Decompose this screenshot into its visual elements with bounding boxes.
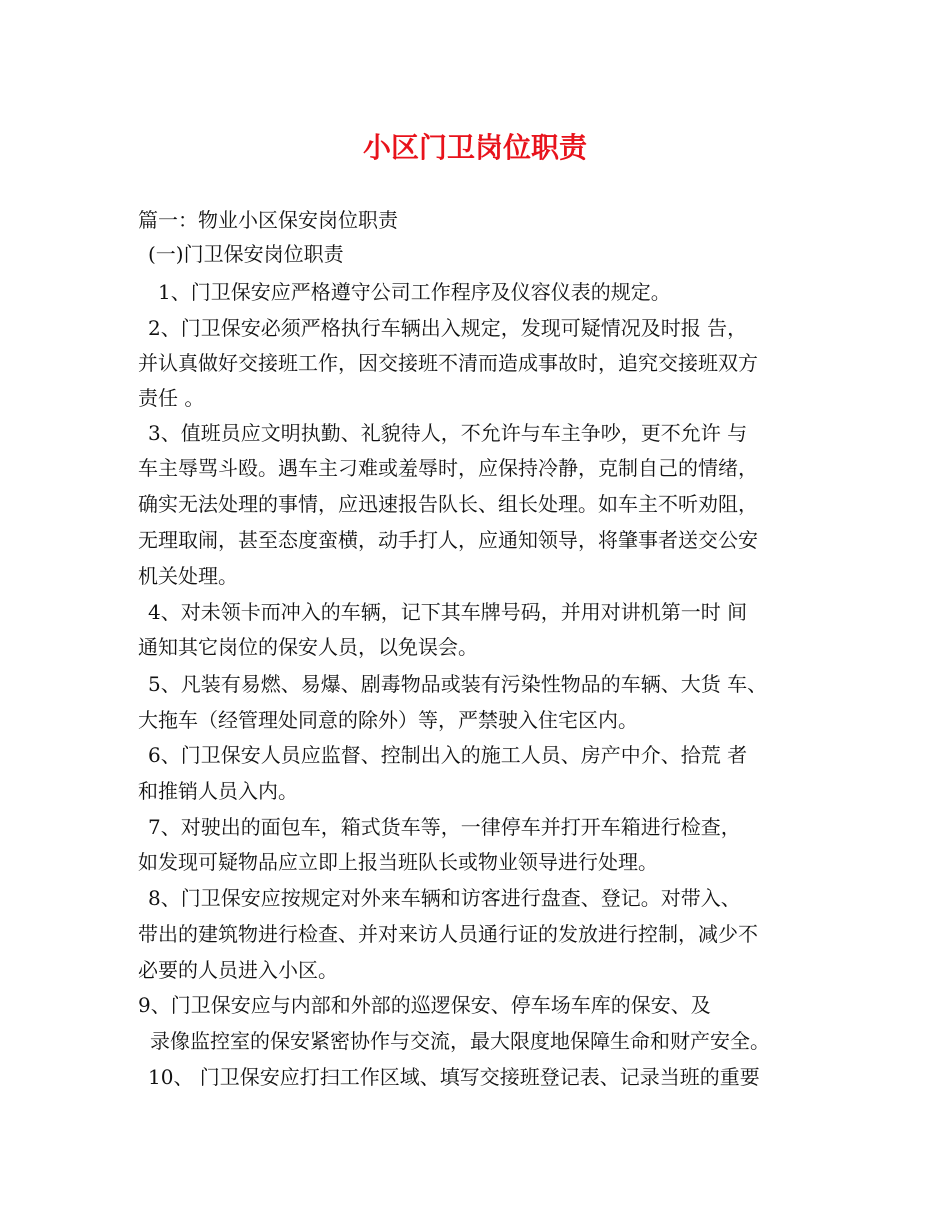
text-line: 和推销人员入内。 (138, 779, 298, 803)
text-line: 必要的人员进入小区。 (138, 958, 338, 982)
text-line: 2、门卫保安必须严格执行车辆出入规定，发现可疑情况及时报 告， (148, 316, 748, 340)
text-line: 7、对驶出的面包车，箱式货车等，一律停车并打开车箱进行检查， (148, 815, 741, 839)
text-line: 6、门卫保安人员应监督、控制出入的施工人员、房产中介、拾荒 者 (148, 743, 748, 767)
text-line: 大拖车（经管理处同意的除外）等，严禁驶入住宅区内。 (138, 708, 638, 732)
text-line: 9、门卫保安应与内部和外部的巡逻保安、停车场车库的保安、及 (138, 993, 711, 1017)
document-title: 小区门卫岗位职责 (362, 131, 587, 164)
text-line-subheading: (一)门卫保安岗位职责 (148, 242, 344, 266)
text-line-section-heading: 篇一：物业小区保安岗位职责 (138, 208, 398, 232)
text-line: 1、门卫保安应严格遵守公司工作程序及仪容仪表的规定。 (158, 280, 671, 304)
text-line: 带出的建筑物进行检查、并对来访人员通行证的发放进行控制，减少不 (138, 922, 758, 946)
text-line: 10、 门卫保安应打扫工作区域、填写交接班登记表、记录当班的重要 (148, 1065, 760, 1089)
text-line: 确实无法处理的事情，应迅速报告队长、组长处理。如车主不听劝阻， (138, 492, 758, 516)
text-line: 3、值班员应文明执勤、礼貌待人，不允许与车主争吵，更不允许 与 (148, 421, 748, 445)
text-line: 5、凡装有易燃、易爆、剧毒物品或装有污染性物品的车辆、大货 车、 (148, 672, 768, 696)
text-line: 车主辱骂斗殴。遇车主刁难或羞辱时，应保持冷静，克制自己的情绪， (138, 456, 758, 480)
text-line: 机关处理。 (138, 564, 238, 588)
text-line: 4、对未领卡而冲入的车辆，记下其车牌号码，并用对讲机第一时 间 (148, 600, 748, 624)
text-line: 录像监控室的保安紧密协作与交流，最大限度地保障生命和财产安全。 (150, 1029, 770, 1053)
text-line: 责任 。 (138, 386, 205, 410)
text-line: 无理取闹，甚至态度蛮横，动手打人，应通知领导，将肇事者送交公安 (138, 528, 758, 552)
text-line: 通知其它岗位的保安人员，以免误会。 (138, 635, 478, 659)
text-line: 如发现可疑物品应立即上报当班队长或物业领导进行处理。 (138, 850, 658, 874)
text-line: 并认真做好交接班工作，因交接班不清而造成事故时，追究交接班双方 (138, 351, 758, 375)
text-line: 8、门卫保安应按规定对外来车辆和访客进行盘查、登记。对带入、 (148, 886, 741, 910)
